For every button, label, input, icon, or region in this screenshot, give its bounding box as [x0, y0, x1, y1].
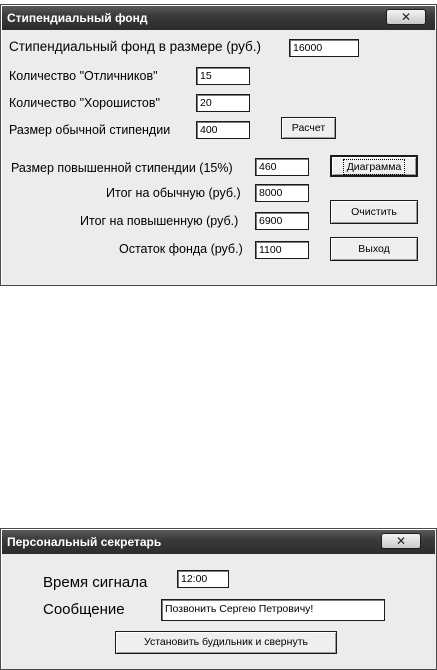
- increased-stipend-label: Размер повышенной стипендии (15%): [11, 161, 233, 175]
- chart-button-label: Диаграмма: [346, 161, 402, 173]
- calculate-button[interactable]: [281, 117, 336, 139]
- total-regular-input[interactable]: 8000: [255, 184, 309, 202]
- excellent-count-input[interactable]: 15: [196, 67, 250, 85]
- regular-stipend-input[interactable]: 400: [196, 121, 250, 139]
- exit-button[interactable]: [330, 237, 418, 261]
- chart-button[interactable]: [330, 155, 418, 177]
- set-alarm-button[interactable]: [115, 631, 337, 654]
- alarm-time-label: Время сигнала: [43, 574, 148, 591]
- message-label: Сообщение: [43, 601, 125, 618]
- regular-stipend-label: Размер обычной стипендии: [9, 123, 171, 137]
- secretary-client-area: [2, 555, 435, 668]
- remainder-label: Остаток фонда (руб.): [119, 242, 243, 256]
- excellent-count-label: Количество "Отличников": [9, 69, 158, 83]
- secretary-window: [0, 528, 437, 670]
- fund-close-button[interactable]: [386, 9, 426, 25]
- good-count-input[interactable]: 20: [196, 94, 250, 112]
- close-icon: ✕: [395, 534, 407, 548]
- secretary-title-bar[interactable]: [2, 530, 435, 554]
- clear-button-label: Очистить: [351, 206, 397, 218]
- secretary-close-button[interactable]: [381, 533, 421, 549]
- fund-amount-input[interactable]: 16000: [289, 39, 359, 57]
- fund-window-title: Стипендиальный фонд: [7, 11, 148, 25]
- remainder-input[interactable]: 1100: [255, 241, 309, 259]
- total-regular-label: Итог на обычную (руб.): [106, 186, 241, 200]
- fund-title-bar[interactable]: [2, 6, 435, 30]
- secretary-window-title: Персональный секретарь: [7, 535, 162, 549]
- clear-button[interactable]: [330, 200, 418, 224]
- close-icon: ✕: [400, 10, 412, 24]
- exit-button-label: Выход: [358, 243, 390, 255]
- fund-client-area: [2, 31, 435, 284]
- total-increased-input[interactable]: 6900: [255, 212, 309, 230]
- total-increased-label: Итог на повышенную (руб.): [80, 214, 239, 228]
- increased-stipend-input[interactable]: 460: [255, 158, 309, 176]
- calculate-button-label: Расчет: [291, 122, 326, 134]
- alarm-time-input[interactable]: 12:00: [177, 570, 229, 588]
- good-count-label: Количество "Хорошистов": [9, 96, 160, 110]
- fund-window: [0, 4, 437, 286]
- set-alarm-button-label: Установить будильник и свернуть: [144, 636, 308, 648]
- fund-amount-label: Стипендиальный фонд в размере (руб.): [9, 39, 261, 54]
- message-input[interactable]: Позвонить Сергею Петровичу!: [161, 599, 385, 621]
